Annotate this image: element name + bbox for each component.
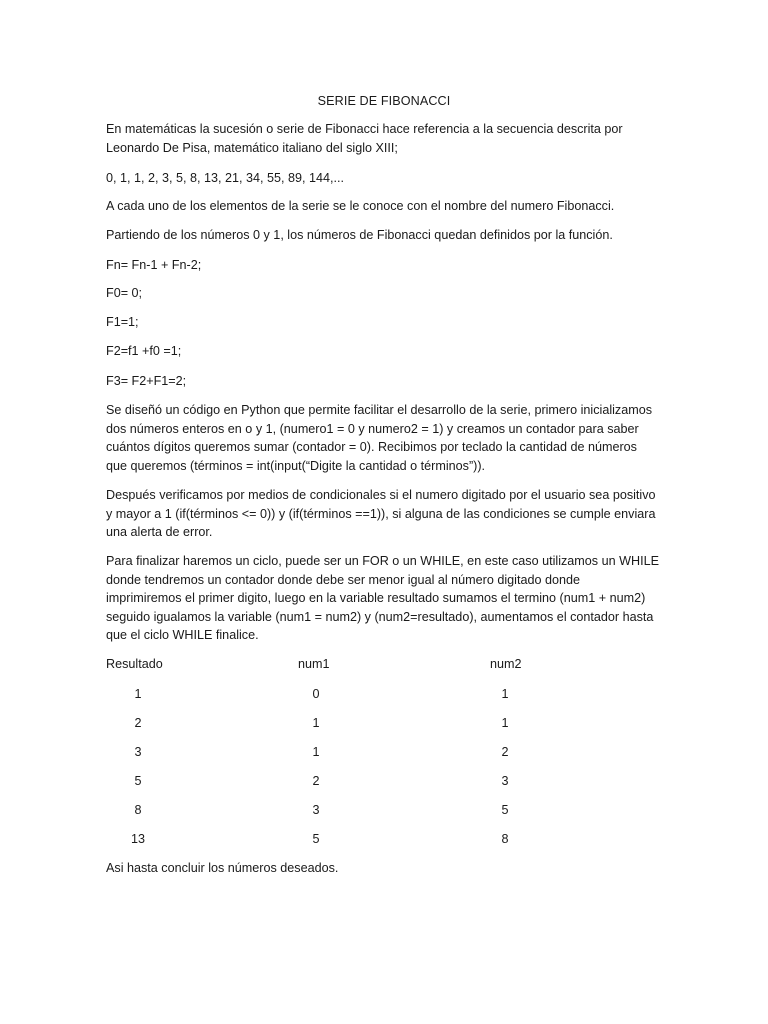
document-title: SERIE DE FIBONACCI	[317, 94, 451, 108]
paragraph-line: A cada uno de los elementos de la serie se le conoce con el nombre del numero Fibonacci.	[106, 199, 615, 213]
paragraph	[106, 486, 666, 542]
paragraph	[106, 401, 666, 475]
paragraph-line: Después verificamos por medios de condicionales si el numero digitado por el usuario sea positivo	[106, 488, 656, 502]
table-cell: 1	[134, 687, 142, 701]
table-cell: 5	[312, 832, 320, 846]
table-cell: 1	[501, 687, 509, 701]
paragraph-line: En matemáticas la sucesión o serie de Fibonacci hace referencia a la secuencia descrita por	[106, 122, 623, 136]
table-cell: 0	[312, 687, 320, 701]
paragraph-line: F0= 0;	[106, 286, 143, 300]
paragraph-line: que queremos (términos = int(input(“Digite la cantidad o términos”)).	[106, 458, 486, 473]
paragraph-line: 0, 1, 1, 2, 3, 5, 8, 13, 21, 34, 55, 89, 144,...	[106, 171, 345, 185]
paragraph	[106, 226, 666, 245]
table-cell: 2	[134, 716, 142, 730]
table-cell: 3	[134, 745, 142, 759]
paragraph	[106, 342, 666, 361]
table-cell: 1	[501, 716, 509, 730]
paragraph-line: y mayor a 1 (if(términos <= 0)) y (if(términos ==1)), si alguna de las condiciones se cumple enviara	[106, 506, 656, 521]
closing-paragraph: Asi hasta concluir los números deseados.	[106, 861, 339, 875]
table-cell: 1	[312, 716, 320, 730]
paragraph	[106, 256, 666, 275]
paragraph-line: Leonardo De Pisa, matemático italiano del siglo XIII;	[106, 140, 398, 155]
paragraph-line: Fn= Fn-1 + Fn-2;	[106, 258, 202, 272]
paragraph-line: cuántos dígitos queremos sumar (contador = 0). Recibimos por teclado la cantidad de números	[106, 440, 637, 454]
table-header: Resultado	[106, 657, 163, 671]
table-cell: 1	[312, 745, 320, 759]
table-cell: 13	[130, 832, 145, 846]
paragraph-line: F1=1;	[106, 315, 139, 329]
table-cell: 2	[312, 774, 320, 788]
paragraph-line: dos números enteros en o y 1, (numero1 = 0 y numero2 = 1) y creamos un contador para saber	[106, 421, 639, 436]
table-cell: 5	[134, 774, 142, 788]
paragraph	[106, 120, 666, 157]
paragraph	[106, 372, 666, 391]
paragraph	[106, 197, 666, 216]
paragraph-line: una alerta de error.	[106, 525, 213, 539]
table-cell: 8	[134, 803, 142, 817]
paragraph-line: Se diseñó un código en Python que permite facilitar el desarrollo de la serie, primero inicializamos	[106, 403, 653, 417]
table-cell: 8	[501, 832, 509, 846]
paragraph-line: Partiendo de los números 0 y 1, los números de Fibonacci quedan definidos por la función.	[106, 228, 613, 242]
paragraph-line: F2=f1 +f0 =1;	[106, 344, 182, 358]
paragraph-line: F3= F2+F1=2;	[106, 374, 187, 388]
paragraph-line: seguido igualamos la variable (num1 = num2) y (num2=resultado), aumentamos el contador hasta	[106, 609, 654, 624]
paragraph-line: imprimiremos el primer digito, luego en la variable resultado sumamos el termino (num1 + num2)	[106, 591, 646, 605]
paragraph-line: que el ciclo WHILE finalice.	[106, 628, 259, 642]
paragraph-line: Para finalizar haremos un ciclo, puede ser un FOR o un WHILE, en este caso utilizamos un WHILE	[106, 554, 659, 568]
table-cell: 3	[312, 803, 320, 817]
table-header: num1	[298, 657, 330, 671]
paragraph	[106, 284, 666, 303]
table-header: num2	[490, 657, 522, 671]
table-cell: 3	[501, 774, 509, 788]
paragraph	[106, 313, 666, 332]
paragraph	[106, 169, 666, 188]
paragraph-line: donde tendremos un contador donde debe ser menor igual al número digitado donde	[106, 572, 580, 587]
paragraph	[106, 552, 666, 645]
table-cell: 2	[501, 745, 509, 759]
table-cell: 5	[501, 803, 509, 817]
